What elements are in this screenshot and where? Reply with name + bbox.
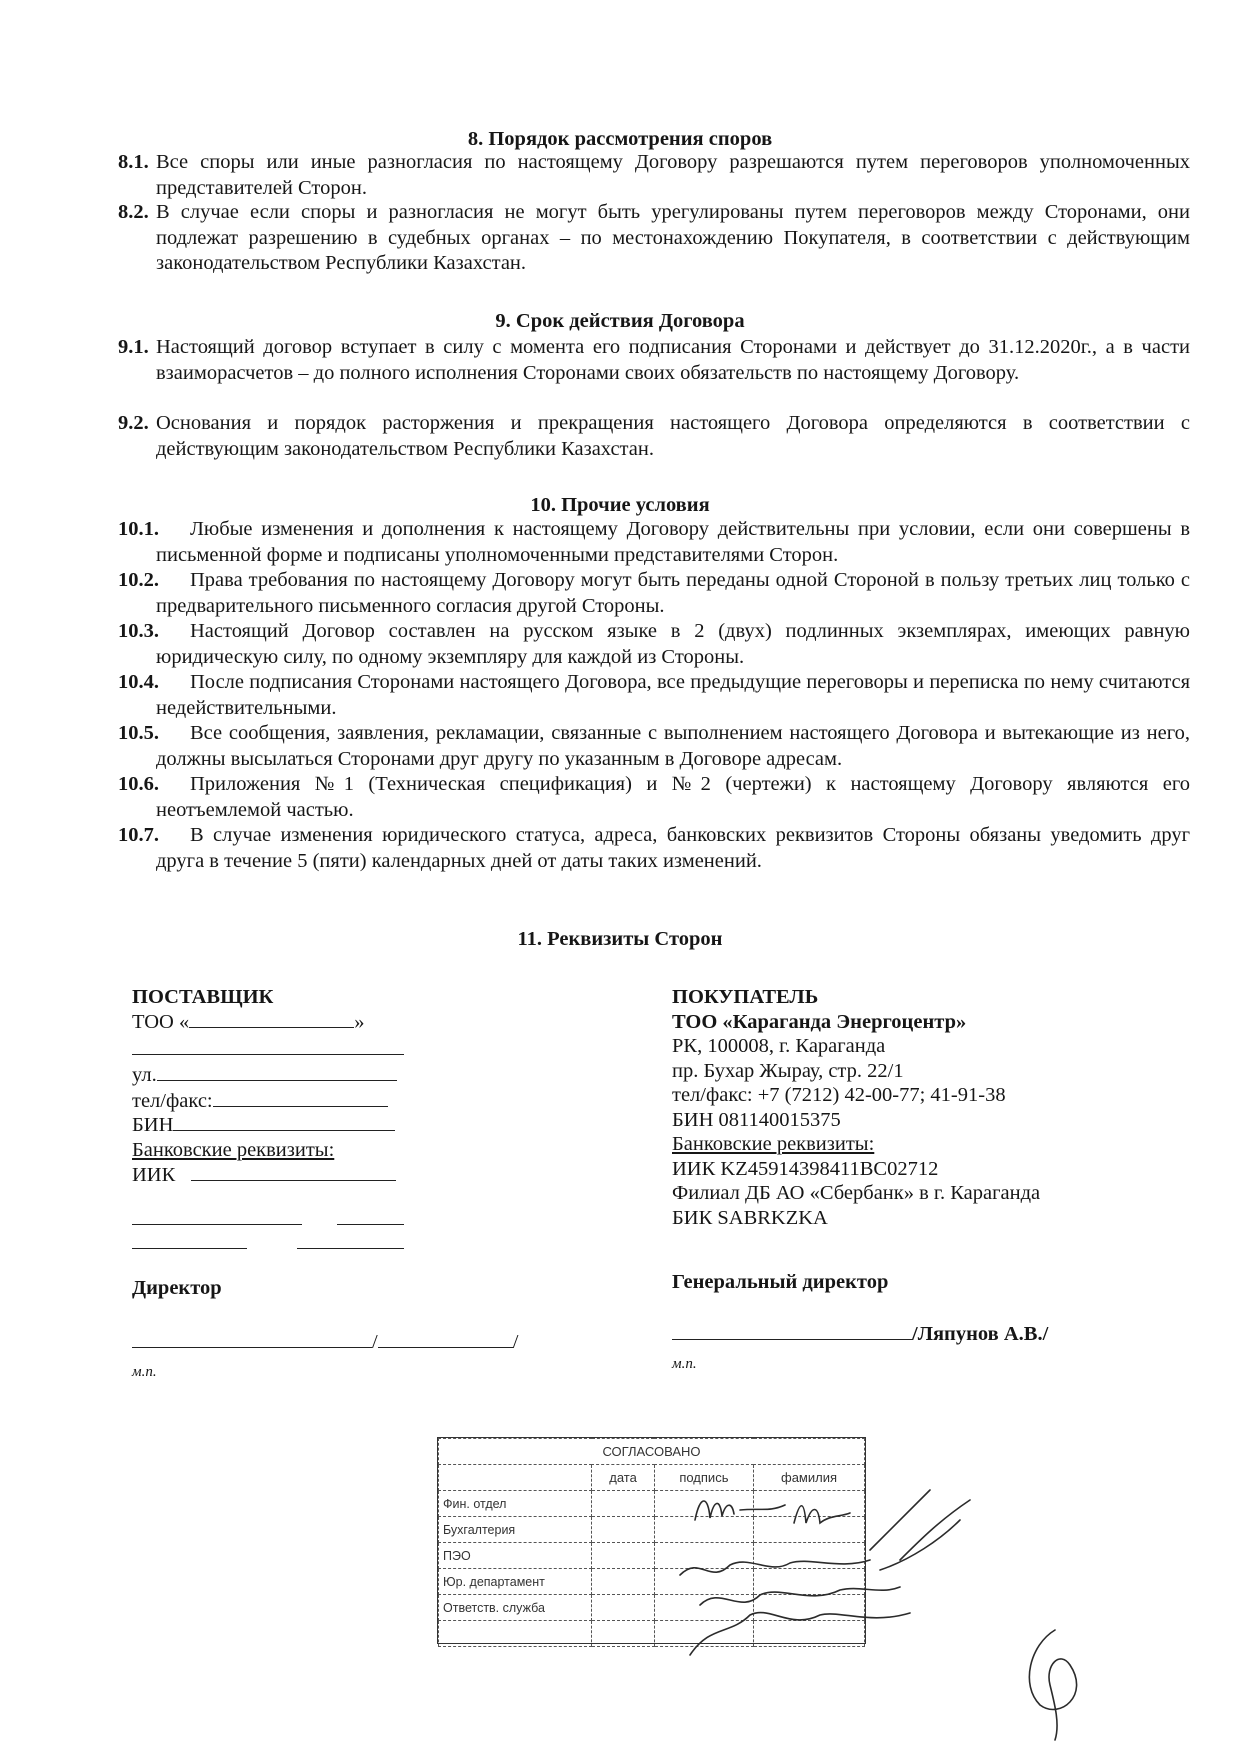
- phone-label: тел/факс:: [132, 1090, 213, 1112]
- iik-label: ИИК: [132, 1164, 176, 1186]
- blank-line: [132, 1054, 404, 1055]
- section-10-title: 10. Прочие условия: [530, 494, 710, 516]
- buyer-company: ТОО «Караганда Энергоцентр»: [672, 1010, 967, 1033]
- buyer-stamp-place: м.п.: [672, 1356, 697, 1372]
- blank-line: [297, 1248, 404, 1249]
- approval-row-label: Ответств. служба: [439, 1595, 592, 1621]
- approval-row-label: ПЭО: [439, 1543, 592, 1569]
- clause-10-6: [118, 772, 1190, 823]
- clause-number: 10.4.: [118, 671, 159, 693]
- clause-10-1: [118, 517, 1190, 568]
- clause-10-4: [118, 670, 1190, 721]
- supplier-company-line: [132, 1010, 432, 1035]
- approval-col-signature: подпись: [654, 1465, 753, 1491]
- approval-row-label: Бухгалтерия: [439, 1517, 592, 1543]
- company-name-blank: [189, 1026, 354, 1028]
- slash: /: [372, 1331, 378, 1353]
- blank-line: [132, 1224, 302, 1225]
- clause-10-3: [118, 619, 1190, 670]
- bin-blank: [173, 1129, 395, 1131]
- supplier-bin-line: [132, 1113, 432, 1138]
- company-suffix: »: [354, 1010, 365, 1033]
- clause-number: 8.2.: [118, 201, 149, 223]
- handwritten-signature: [690, 1490, 800, 1530]
- buyer-bank: Филиал ДБ АО «Сбербанк» в г. Караганда: [672, 1182, 1041, 1204]
- handwritten-signature: [790, 1495, 870, 1535]
- section-9-title: 9. Срок действия Договора: [495, 310, 745, 332]
- clause-9-2: [118, 411, 1190, 462]
- supplier-block: [132, 985, 432, 1034]
- signature-blank: [132, 1346, 372, 1348]
- buyer-block: [672, 985, 1192, 1230]
- signature-blank: [672, 1338, 912, 1340]
- buyer-signature-line: [672, 1322, 1192, 1347]
- clause-text: Любые изменения и дополнения к настоящему Договору действительны при условии, если они совершены в письменной форме и подписаны уполномоченными представителями Сторон.: [156, 518, 1190, 566]
- company-prefix: ТОО «: [132, 1010, 190, 1033]
- slash: /: [512, 1331, 519, 1353]
- buyer-signer-title: Генеральный директор: [672, 1271, 889, 1293]
- clause-text: Основания и порядок расторжения и прекращения настоящего Договора определяются в соответствии с действующим законодательством Республики Казахстан.: [156, 412, 1190, 460]
- section-8-title: 8. Порядок рассмотрения споров: [467, 128, 773, 150]
- buyer-address-1: РК, 100008, г. Караганда: [672, 1035, 886, 1057]
- approval-row-label: Юр. департамент: [439, 1569, 592, 1595]
- handwritten-signature: [1000, 1625, 1110, 1745]
- clause-number: 10.6.: [118, 773, 159, 795]
- phone-blank: [213, 1105, 388, 1107]
- clause-number: 10.1.: [118, 518, 159, 540]
- iik-blank: [191, 1179, 396, 1181]
- approval-col-empty: [439, 1465, 592, 1491]
- clause-10-2: [118, 568, 1190, 619]
- supplier-stamp-place: м.п.: [132, 1364, 157, 1380]
- supplier-signature-line: [132, 1330, 532, 1355]
- supplier-bank-label: Банковские реквизиты:: [132, 1139, 335, 1161]
- buyer-bin: БИН 081140015375: [672, 1108, 841, 1131]
- clause-text: Приложения №1 (Техническая спецификация) и №2 (чертежи) к настоящему Договору являются его неотъемлемой частью.: [156, 773, 1190, 821]
- clause-text: Настоящий Договор составлен на русском языке в 2 (двух) подлинных экземплярах, имеющих равную юридическую силу, по одному экземпляру для каждой из Стороны.: [156, 620, 1190, 668]
- clause-text: Все сообщения, заявления, рекламации, связанные с выполнением настоящего Договора и вытекающие из него, должны высылаться Сторонами друг другу по указанным в Договоре адресам.: [156, 722, 1190, 770]
- clause-text: В случае если споры и разногласия не могут быть урегулированы путем переговоров между Сторонами, они подлежат разрешению в судебных органах – по местонахождению Покупателя, в соответствии с действующим законодательством Республики Казахстан.: [156, 201, 1190, 274]
- clause-10-5: [118, 721, 1190, 772]
- name-blank: [378, 1346, 513, 1348]
- bin-label: БИН: [132, 1114, 174, 1136]
- clause-number: 9.1.: [118, 336, 149, 358]
- clause-number: 10.7.: [118, 824, 159, 846]
- buyer-signer-name: /Ляпунов А.В./: [912, 1323, 1049, 1345]
- supplier-heading: ПОСТАВЩИК: [132, 986, 274, 1008]
- approval-col-date: дата: [592, 1465, 654, 1491]
- clause-8-2: [118, 200, 1190, 277]
- supplier-street-line: [132, 1063, 432, 1088]
- approval-title: СОГЛАСОВАНО: [439, 1439, 865, 1465]
- clause-text: Права требования по настоящему Договору могут быть переданы одной Стороной в пользу третьих лиц только с предварительного письменного согласия другой Стороны.: [156, 569, 1190, 617]
- section-11-title: 11. Реквизиты Сторон: [517, 928, 723, 950]
- street-label: ул.: [132, 1064, 157, 1086]
- blank-line: [337, 1224, 404, 1225]
- street-blank: [157, 1079, 397, 1081]
- clause-number: 9.2.: [118, 412, 149, 434]
- clause-number: 10.2.: [118, 569, 159, 591]
- approval-col-surname: фамилия: [754, 1465, 865, 1491]
- clause-text: Настоящий договор вступает в силу с момента его подписания Сторонами и действует до 31.12.2020г., а в части взаиморасчетов – до полного исполнения Сторонами своих обязательств по настоящему Договору.: [156, 336, 1190, 384]
- buyer-bank-label: Банковские реквизиты:: [672, 1133, 875, 1155]
- clause-number: 10.3.: [118, 620, 159, 642]
- clause-text: В случае изменения юридического статуса, адреса, банковских реквизитов Стороны обязаны уведомить друг друга в течение 5 (пяти) календарных дней от даты таких изменений.: [156, 824, 1190, 872]
- clause-number: 10.5.: [118, 722, 159, 744]
- buyer-address-2: пр. Бухар Жырау, стр. 22/1: [672, 1059, 904, 1082]
- buyer-heading: ПОКУПАТЕЛЬ: [672, 986, 819, 1008]
- buyer-iik: ИИК KZ45914398411BC02712: [672, 1157, 939, 1180]
- clause-text: Все споры или иные разногласия по настоящему Договору разрешаются путем переговоров уполномоченных представителей Сторон.: [156, 151, 1190, 199]
- handwritten-signature: [860, 1470, 980, 1580]
- approval-row-label: Фин. отдел: [439, 1491, 592, 1517]
- blank-line: [132, 1248, 247, 1249]
- clause-number: 8.1.: [118, 151, 149, 173]
- buyer-bik: БИК SABRKZKA: [672, 1206, 828, 1229]
- buyer-phone: тел/факс: +7 (7212) 42-00-77; 41-91-38: [672, 1084, 1006, 1106]
- clause-text: После подписания Сторонами настоящего Договора, все предыдущие переговоры и переписка по нему считаются недействительными.: [156, 671, 1190, 719]
- clause-9-1: [118, 335, 1190, 386]
- supplier-iik-line: [132, 1163, 432, 1188]
- supplier-signer-title: Директор: [132, 1277, 222, 1299]
- clause-10-7: [118, 823, 1190, 874]
- supplier-phone-line: [132, 1089, 432, 1114]
- clause-8-1: [118, 150, 1190, 201]
